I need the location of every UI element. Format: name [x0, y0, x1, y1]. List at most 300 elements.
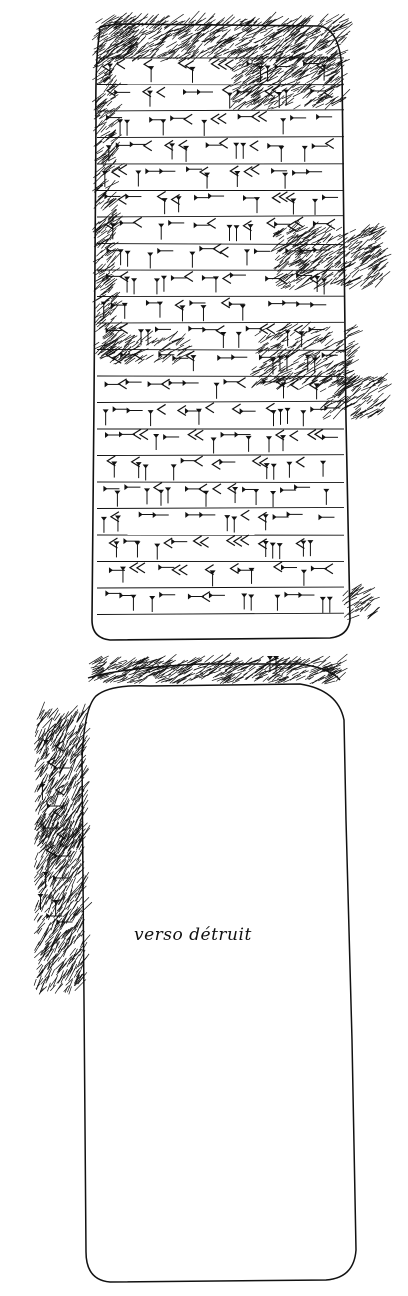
hatch-stroke — [158, 338, 166, 344]
wedge-sign — [138, 329, 144, 345]
wedge-sign — [270, 491, 276, 507]
wedge-sign — [157, 302, 163, 318]
wedge-sign — [153, 512, 169, 518]
wedge-sign — [318, 514, 334, 520]
wedge-sign — [246, 436, 252, 452]
wedge-sign — [282, 300, 298, 306]
hatch-stroke — [234, 29, 249, 35]
hatch-stroke — [333, 14, 345, 24]
wedge-sign — [139, 512, 155, 518]
hatch-stroke — [312, 371, 316, 376]
wedge-sign — [106, 145, 112, 161]
hatch-stroke — [103, 134, 114, 143]
wedge-sign — [130, 595, 136, 611]
wedge-sign — [271, 410, 277, 426]
hatch-stroke — [143, 42, 149, 47]
wedge-sign — [185, 512, 201, 518]
wedge-sign — [164, 538, 172, 548]
wedge-sign — [120, 323, 128, 333]
wedge-sign — [140, 430, 148, 440]
wedge-sign — [240, 408, 256, 414]
hatch-stroke — [106, 123, 114, 129]
hatch-stroke — [326, 14, 339, 22]
hatch-stroke — [348, 341, 355, 344]
wedge-sign — [213, 484, 221, 494]
wedge-sign — [278, 146, 284, 162]
hatch-stroke — [146, 355, 153, 359]
wedge-sign — [103, 409, 109, 425]
hatch-stroke — [293, 92, 304, 97]
wedge-sign — [211, 437, 217, 453]
wedge-sign — [244, 249, 250, 265]
hatch-stroke — [217, 655, 230, 663]
wedge-sign — [310, 302, 326, 308]
hatch-stroke — [285, 49, 291, 54]
hatch-stroke — [303, 342, 317, 348]
hatch-stroke — [110, 104, 122, 114]
wedge-sign — [154, 278, 160, 294]
hatch-stroke — [325, 363, 332, 366]
ruling-line — [97, 507, 344, 508]
wedge-sign — [247, 224, 253, 240]
hatch-stroke — [35, 723, 38, 733]
hatch-stroke — [341, 37, 346, 43]
wedge-sign — [200, 305, 206, 321]
wedge-sign — [272, 193, 280, 203]
wedge-sign — [201, 120, 207, 136]
hatch-stroke — [255, 331, 262, 335]
wedge-sign — [271, 464, 277, 480]
wedge-sign — [178, 406, 186, 416]
wedge-sign — [208, 193, 224, 199]
hatch-stroke — [61, 885, 67, 893]
hatch-stroke — [77, 802, 82, 813]
wedge-sign — [218, 113, 226, 123]
wedge-sign — [169, 380, 185, 386]
hatch-stroke — [209, 55, 221, 60]
hatch-stroke — [285, 286, 291, 289]
wedge-sign — [155, 326, 171, 332]
hatch-stroke — [177, 352, 182, 356]
hatch-stroke — [313, 661, 322, 663]
hatch-stroke — [66, 900, 74, 909]
hatch-stroke — [325, 327, 330, 331]
wedge-sign — [287, 511, 303, 517]
wedge-sign — [316, 114, 332, 120]
wedge-sign — [184, 114, 192, 124]
wedge-sign — [134, 541, 140, 557]
wedge-sign — [162, 198, 168, 214]
hatch-stroke — [368, 409, 380, 418]
wedge-sign — [224, 379, 240, 385]
wedge-sign — [301, 570, 307, 586]
wedge-sign — [241, 535, 249, 545]
wedge-sign — [219, 459, 235, 465]
hatch-stroke — [36, 900, 39, 907]
wedge-sign — [185, 272, 193, 282]
wedge-sign — [115, 516, 121, 532]
wedge-sign — [253, 489, 259, 505]
wedge-sign — [274, 562, 282, 572]
wedge-sign — [189, 252, 195, 268]
wedge-sign — [197, 89, 213, 95]
hatch-stroke — [302, 50, 314, 54]
wedge-sign — [254, 248, 270, 254]
wedge-sign — [224, 515, 230, 531]
wedge-sign — [278, 409, 284, 425]
wedge-sign — [251, 164, 259, 174]
hatch-stroke — [274, 265, 280, 269]
obverse-damage-hatching — [92, 11, 392, 620]
hatch-stroke — [178, 346, 193, 351]
hatch-stroke — [93, 173, 100, 178]
wedge-sign — [226, 225, 232, 241]
hatch-stroke — [38, 729, 42, 738]
hatch-stroke — [162, 661, 170, 664]
wedge-sign — [230, 272, 246, 278]
hatch-stroke — [111, 316, 117, 320]
wedge-sign — [203, 491, 209, 507]
hatch-stroke — [57, 862, 65, 876]
hatch-stroke — [34, 913, 39, 921]
wedge-sign — [159, 168, 175, 174]
hatch-stroke — [196, 29, 206, 34]
hatch-stroke — [234, 76, 244, 84]
wedge-sign — [179, 565, 187, 575]
hatch-stroke — [53, 975, 58, 986]
ruling-line — [97, 216, 344, 217]
wedge-sign — [127, 407, 143, 413]
hatch-stroke — [322, 656, 330, 662]
hatch-stroke — [214, 670, 221, 673]
wedge-sign — [220, 332, 226, 348]
hatch-stroke — [296, 676, 305, 680]
wedge-sign — [201, 537, 209, 547]
hatch-stroke — [373, 378, 385, 385]
wedge-sign — [148, 410, 154, 426]
hatch-stroke — [214, 20, 223, 28]
ruling-line — [97, 482, 344, 483]
hatch-stroke — [316, 104, 324, 108]
hatch-stroke — [154, 356, 162, 362]
ruling-line — [97, 401, 344, 402]
hatch-stroke — [313, 99, 321, 107]
wedge-sign — [266, 436, 272, 452]
hatch-stroke — [269, 350, 278, 357]
wedge-sign — [171, 275, 187, 281]
wedge-sign — [157, 87, 165, 97]
ruling-line — [97, 322, 344, 323]
hatch-stroke — [194, 667, 202, 670]
hatch-stroke — [315, 250, 322, 257]
hatch-stroke — [350, 229, 356, 232]
wedge-sign — [157, 248, 173, 254]
hatch-stroke — [325, 343, 335, 349]
wedge-sign — [240, 143, 246, 159]
wedge-sign — [124, 484, 140, 490]
hatch-stroke — [266, 12, 276, 23]
ruling-line — [97, 110, 344, 111]
hatch-stroke — [375, 278, 383, 287]
hatch-stroke — [302, 255, 312, 265]
wedge-sign — [227, 536, 235, 546]
hatch-stroke — [96, 194, 104, 202]
wedge-sign — [202, 327, 218, 333]
wedge-sign — [323, 489, 329, 505]
wedge-sign — [159, 592, 175, 598]
hatch-stroke — [108, 283, 115, 290]
wedge-sign — [231, 563, 239, 573]
hatch-stroke — [341, 264, 354, 270]
hatch-stroke — [337, 654, 347, 662]
wedge-sign — [231, 354, 247, 360]
hatch-stroke — [35, 785, 39, 793]
wedge-sign — [284, 592, 300, 598]
wedge-sign — [125, 251, 131, 267]
hatch-stroke — [74, 964, 76, 970]
wedge-sign — [176, 196, 182, 212]
hatch-stroke — [373, 393, 383, 402]
hatch-stroke — [293, 105, 300, 109]
hatch-stroke — [322, 368, 333, 373]
hatch-stroke — [299, 386, 304, 389]
hatch-stroke — [307, 659, 320, 665]
hatch-stroke — [363, 587, 375, 594]
hatch-stroke — [103, 332, 113, 339]
hatch-stroke — [257, 22, 262, 25]
hatch-stroke — [323, 410, 331, 418]
hatch-stroke — [249, 38, 255, 41]
wedge-sign — [236, 332, 242, 348]
hatch-stroke — [97, 306, 103, 311]
wedge-sign — [212, 459, 220, 469]
wedge-sign — [302, 146, 308, 162]
hatch-stroke — [81, 728, 90, 737]
wedge-sign — [270, 543, 276, 559]
wedge-sign — [143, 464, 149, 480]
hatch-stroke — [48, 827, 55, 838]
hatch-stroke — [222, 29, 231, 36]
wedge-sign — [195, 430, 203, 440]
hatch-stroke — [336, 227, 342, 231]
hatch-stroke — [143, 54, 150, 57]
hatch-stroke — [55, 983, 62, 994]
hatch-stroke — [328, 385, 334, 388]
hatch-stroke — [260, 31, 267, 34]
hatch-stroke — [96, 294, 106, 300]
hatch-stroke — [95, 312, 100, 318]
wedge-sign — [244, 167, 252, 177]
hatch-stroke — [320, 14, 328, 22]
wedge-sign — [194, 195, 210, 201]
hatch-stroke — [242, 41, 252, 46]
hatch-stroke — [96, 250, 102, 256]
wedge-sign — [102, 171, 108, 187]
hatch-stroke — [258, 335, 265, 342]
hatch-stroke — [301, 15, 311, 24]
wedge-sign — [281, 565, 297, 571]
wedge-sign — [158, 490, 164, 506]
hatch-stroke — [72, 860, 79, 869]
wedge-sign — [322, 194, 338, 200]
hatch-stroke — [254, 104, 262, 109]
wedge-sign — [135, 171, 141, 187]
hatch-stroke — [137, 31, 146, 41]
wedge-sign — [259, 111, 267, 121]
wedge-sign — [113, 541, 119, 557]
wedge-sign — [153, 434, 159, 450]
hatch-stroke — [256, 348, 269, 353]
hatch-stroke — [77, 777, 84, 785]
hatch-stroke — [40, 898, 50, 910]
wedge-sign — [322, 434, 338, 440]
hatch-stroke — [35, 795, 40, 802]
hatch-stroke — [62, 864, 69, 878]
wedge-sign — [171, 464, 177, 480]
hatch-stroke — [287, 20, 292, 24]
hatch-stroke — [39, 787, 47, 798]
wedge-sign — [320, 461, 326, 477]
hatch-stroke — [332, 663, 339, 665]
hatch-stroke — [72, 800, 76, 810]
wedge-sign — [309, 327, 325, 333]
wedge-sign — [114, 89, 130, 95]
wedge-sign — [237, 89, 253, 95]
wedge-sign — [315, 429, 323, 439]
wedge-sign — [274, 595, 280, 611]
wedge-sign — [119, 379, 127, 389]
wedge-sign — [194, 536, 202, 546]
wedge-sign — [300, 541, 306, 557]
hatch-stroke — [354, 399, 360, 405]
wedge-sign — [104, 193, 120, 199]
hatch-stroke — [149, 31, 162, 39]
wedge-sign — [253, 456, 261, 466]
hatch-stroke — [101, 126, 107, 132]
hatch-stroke — [35, 903, 38, 911]
hatch-stroke — [34, 979, 36, 986]
hatch-stroke — [338, 335, 350, 344]
wedge-sign — [158, 404, 166, 414]
hatch-stroke — [295, 335, 305, 340]
wedge-sign — [321, 278, 327, 294]
hatch-stroke — [304, 97, 316, 105]
hatch-stroke — [67, 733, 73, 743]
wedge-sign — [171, 539, 187, 545]
wedge-sign — [254, 197, 260, 213]
hatch-stroke — [368, 242, 376, 245]
wedge-sign — [314, 276, 320, 292]
hatch-stroke — [118, 15, 129, 24]
wedge-sign — [267, 218, 275, 228]
wedge-sign — [144, 488, 150, 504]
wedge-sign — [170, 115, 186, 121]
tablet-reverse — [34, 653, 356, 1282]
hatch-stroke — [332, 44, 342, 49]
hatch-stroke — [39, 702, 44, 716]
wedge-sign — [233, 143, 239, 159]
wedge-sign — [131, 278, 137, 294]
hatch-stroke — [277, 658, 290, 662]
hatch-stroke — [290, 332, 295, 336]
wedge-sign — [183, 89, 199, 95]
wedge-sign — [46, 913, 62, 919]
wedge-sign — [199, 512, 215, 518]
wedge-sign — [267, 324, 275, 334]
hatch-stroke — [112, 657, 121, 664]
hatch-stroke — [295, 285, 305, 289]
wedge-sign — [220, 138, 228, 148]
hatch-stroke — [130, 30, 138, 34]
wedge-sign — [105, 381, 121, 387]
wedge-sign — [209, 592, 225, 598]
hatch-stroke — [152, 338, 158, 343]
hatch-stroke — [368, 607, 378, 618]
wedge-sign — [232, 487, 238, 503]
wedge-sign — [277, 543, 283, 559]
wedge-sign — [223, 274, 231, 284]
hatch-stroke — [379, 385, 387, 389]
hatch-stroke — [347, 615, 359, 620]
hatch-stroke — [96, 101, 106, 109]
wedge-sign — [217, 355, 233, 361]
wedge-sign — [285, 408, 291, 424]
wedge-sign — [120, 567, 126, 583]
wedge-sign — [186, 166, 202, 172]
wedge-sign — [149, 596, 155, 612]
wedge-sign — [238, 378, 246, 388]
hatch-stroke — [35, 758, 39, 767]
hatch-stroke — [285, 256, 291, 261]
hatch-stroke — [72, 877, 76, 886]
wedge-sign — [231, 517, 237, 533]
hatch-stroke — [44, 922, 50, 934]
wedge-sign — [298, 592, 314, 598]
wedge-sign — [105, 432, 121, 438]
hatch-stroke — [344, 609, 353, 618]
wedge-sign — [124, 277, 130, 293]
hatch-stroke — [96, 18, 103, 22]
hatch-stroke — [37, 915, 42, 922]
wedge-sign — [296, 301, 312, 307]
wedge-sign — [306, 169, 322, 175]
wedge-sign — [188, 430, 196, 440]
reverse-outline — [82, 684, 356, 1282]
hatch-stroke — [80, 897, 89, 906]
hatch-stroke — [170, 339, 182, 344]
hatch-stroke — [349, 394, 354, 397]
hatch-stroke — [204, 655, 213, 662]
hatch-stroke — [234, 670, 246, 674]
hatch-stroke — [105, 234, 113, 243]
hatch-stroke — [295, 364, 306, 370]
wedge-sign — [120, 220, 136, 226]
hatch-stroke — [35, 730, 38, 737]
wedge-sign — [222, 298, 230, 308]
wedge-sign — [144, 141, 152, 151]
hatch-stroke — [313, 364, 325, 370]
hatch-stroke — [36, 801, 42, 812]
hatch-stroke — [53, 710, 58, 720]
wedge-sign — [169, 143, 175, 159]
wedge-sign — [168, 220, 184, 226]
ruling-line — [97, 613, 344, 614]
wedge-sign — [208, 218, 216, 228]
hatch-stroke — [304, 26, 311, 33]
wedge-sign — [114, 491, 120, 507]
wedge-sign — [206, 403, 214, 413]
wedge-sign — [286, 462, 292, 478]
